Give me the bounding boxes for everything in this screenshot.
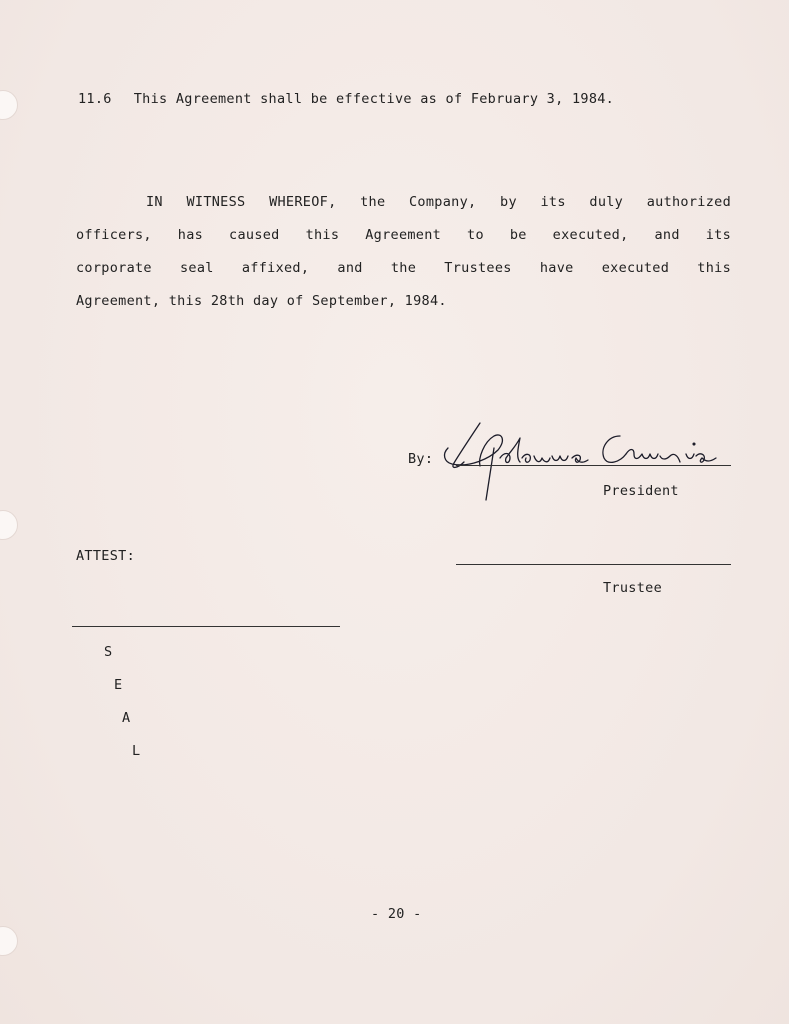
president-label: President	[603, 483, 679, 499]
witness-line: corporate seal affixed, and the Trustees have executed this	[76, 260, 731, 276]
trustee-label: Trustee	[603, 580, 662, 596]
seal-letter: S	[104, 644, 113, 660]
trustee-signature-line	[456, 564, 731, 565]
seal-letter: A	[122, 710, 131, 726]
attest-signature-line	[72, 626, 340, 627]
handwritten-signature	[440, 418, 740, 503]
page-number: - 20 -	[371, 906, 422, 922]
witness-paragraph	[76, 186, 731, 318]
punch-hole	[0, 90, 18, 120]
witness-line: Agreement, this 28th day of September, 1984.	[76, 293, 447, 309]
seal-letter: L	[132, 743, 141, 759]
signature-line	[456, 465, 731, 466]
clause-text: This Agreement shall be effective as of February 3, 1984.	[133, 91, 615, 107]
punch-hole	[0, 926, 18, 956]
seal-letter: E	[114, 677, 123, 693]
by-label: By:	[408, 451, 434, 467]
clause-11-6	[78, 91, 614, 107]
witness-line: IN WITNESS WHEREOF, the Company, by its duly authorized	[146, 194, 731, 210]
attest-label: ATTEST:	[76, 548, 135, 564]
punch-hole	[0, 510, 18, 540]
clause-number: 11.6	[78, 91, 112, 107]
witness-line: officers, has caused this Agreement to be executed, and its	[76, 227, 731, 243]
